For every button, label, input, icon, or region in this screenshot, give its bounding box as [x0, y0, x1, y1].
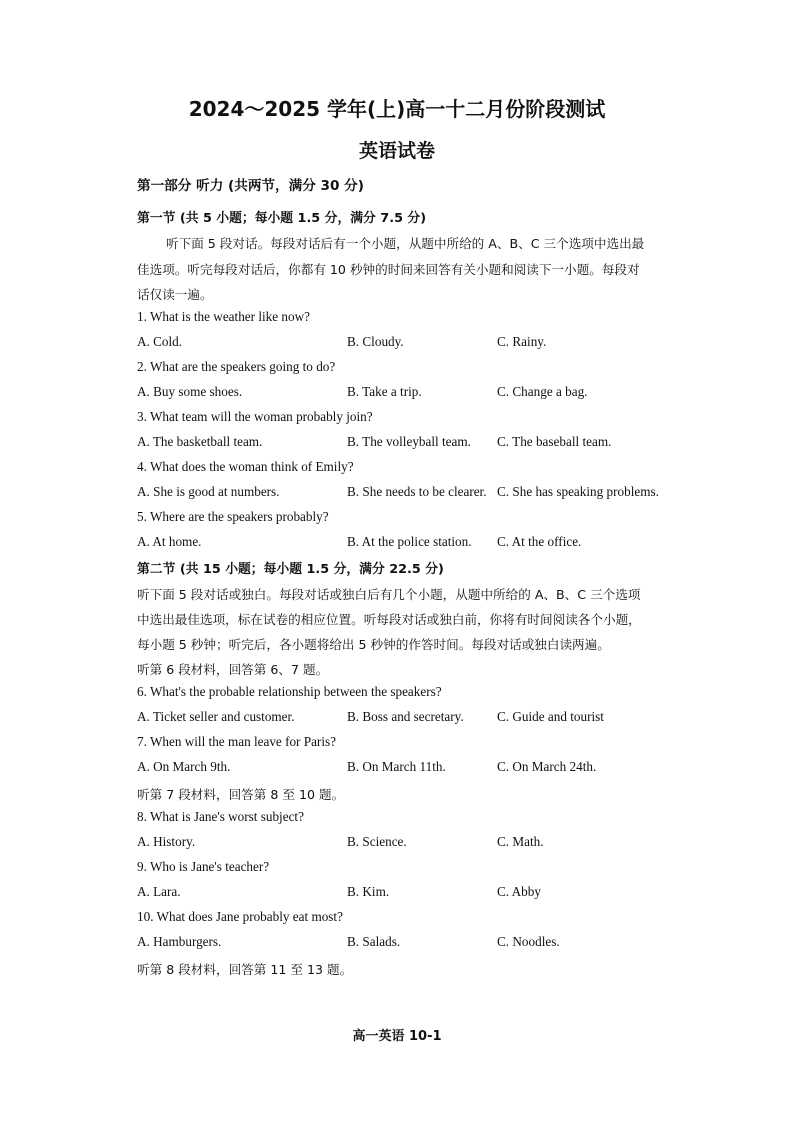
page-footer: 高一英语 10-1: [352, 1029, 442, 1044]
option-a: A. The basketball team.: [137, 434, 263, 449]
option-a: A. Buy some shoes.: [137, 384, 243, 399]
option-b: B. Boss and secretary.: [347, 709, 464, 724]
question-stem: 9. Who is Jane's teacher?: [137, 859, 270, 874]
option-b: B. At the police station.: [347, 534, 472, 549]
option-a: A. Ticket seller and customer.: [137, 709, 295, 724]
option-c: C. Rainy.: [497, 334, 547, 349]
section2-instruction-line: 中选出最佳选项，标在试卷的相应位置。听每段对话或独白前，你将有时间阅读各个小题，: [137, 612, 641, 627]
option-a: A. She is good at numbers.: [137, 484, 280, 499]
material-note: 听第 7 段材料，回答第 8 至 10 题。: [137, 787, 345, 802]
option-b: B. She needs to be clearer.: [347, 484, 487, 499]
part1-heading: 第一部分 听力 (共两节，满分 30 分): [137, 178, 364, 194]
option-b: B. On March 11th.: [347, 759, 446, 774]
exam-subtitle: 英语试卷: [358, 140, 435, 162]
material-note: 听第 8 段材料，回答第 11 至 13 题。: [137, 962, 353, 977]
option-c: C. She has speaking problems.: [497, 484, 659, 499]
option-c: C. Math.: [497, 834, 544, 849]
option-c: C. The baseball team.: [497, 434, 612, 449]
question-stem: 5. Where are the speakers probably?: [137, 509, 329, 524]
option-b: B. Take a trip.: [347, 384, 422, 399]
question-stem: 10. What does Jane probably eat most?: [137, 909, 343, 924]
option-b: B. Cloudy.: [347, 334, 404, 349]
question-stem: 4. What does the woman think of Emily?: [137, 459, 354, 474]
option-c: C. At the office.: [497, 534, 582, 549]
section2-instruction-line: 每小题 5 秒钟；听完后，各小题将给出 5 秒钟的作答时间。每段对话或独白读两遍。: [137, 637, 610, 652]
option-a: A. At home.: [137, 534, 202, 549]
section1-instruction-line: 话仅读一遍。: [137, 287, 213, 302]
option-b: B. Kim.: [347, 884, 390, 899]
section1-heading: 第一节 (共 5 小题；每小题 1.5 分，满分 7.5 分): [137, 211, 427, 226]
option-a: A. Lara.: [137, 884, 181, 899]
material-note: 听第 6 段材料，回答第 6、7 题。: [137, 662, 329, 677]
option-a: A. History.: [137, 834, 196, 849]
option-c: C. On March 24th.: [497, 759, 597, 774]
option-b: B. Salads.: [347, 934, 401, 949]
option-a: A. Hamburgers.: [137, 934, 222, 949]
option-b: B. The volleyball team.: [347, 434, 471, 449]
question-stem: 1. What is the weather like now?: [137, 309, 310, 324]
question-stem: 3. What team will the woman probably join?: [137, 409, 373, 424]
exam-title: 2024～2025 学年(上)高一十二月份阶段测试: [188, 97, 606, 121]
question-stem: 2. What are the speakers going to do?: [137, 359, 336, 374]
question-stem: 7. When will the man leave for Paris?: [137, 734, 336, 749]
option-c: C. Change a bag.: [497, 384, 588, 399]
section2-instruction-line: 听下面 5 段对话或独白。每段对话或独白后有几个小题，从题中所给的 A、B、C 三个选项: [137, 587, 641, 602]
option-c: C. Noodles.: [497, 934, 560, 949]
section2-heading: 第二节 (共 15 小题；每小题 1.5 分，满分 22.5 分): [137, 562, 444, 577]
option-a: A. Cold.: [137, 334, 183, 349]
option-b: B. Science.: [347, 834, 407, 849]
section1-instruction-line: 佳选项。听完每段对话后，你都有 10 秒钟的时间来回答有关小题和阅读下一小题。每段对: [137, 262, 640, 277]
question-stem: 6. What's the probable relationship between the speakers?: [137, 684, 442, 699]
question-stem: 8. What is Jane's worst subject?: [137, 809, 304, 824]
option-c: C. Guide and tourist: [497, 709, 604, 724]
option-a: A. On March 9th.: [137, 759, 231, 774]
option-c: C. Abby: [497, 884, 541, 899]
section1-instruction-line: 听下面 5 段对话。每段对话后有一个小题，从题中所给的 A、B、C 三个选项中选出最: [166, 236, 645, 251]
